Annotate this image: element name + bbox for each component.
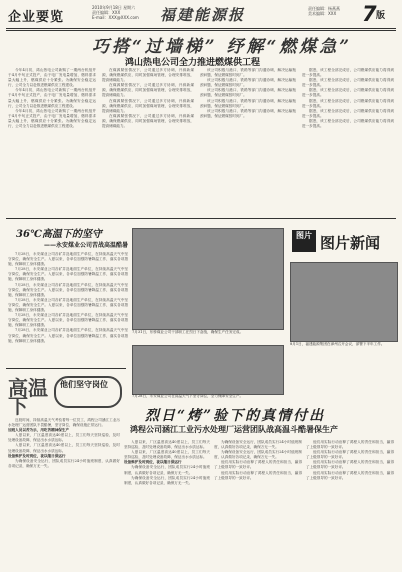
banner-word: 下 (8, 394, 28, 418)
section-divider (6, 218, 396, 219)
meta-line: 2010年9月18日 星期六 (92, 5, 136, 10)
section-divider (6, 368, 126, 369)
meta-line: 责任编辑：杨燕燕 (308, 6, 340, 11)
photo-news-title: 图片新闻 (320, 234, 381, 252)
article1-column: 该公司积极与港口、铁路等部门沟通协调，解决运输瓶颈问题，保证燃煤按时到厂。 该公司积极与港口、铁路等部门沟通协调，解决运输瓶颈问题，保证燃煤按时到厂。 该公司积极与港口、铁路等部门沟通协调，解决运输瓶颈问题，保证燃煤按时到厂。 该公司积极与港口、铁路等部门沟通协调，解决运输瓶颈问题，保证燃煤按时到厂。 该公司积极与港口、铁路等部门沟通协调，解决运输瓶颈问题，保证燃煤按时到厂。 (200, 68, 296, 118)
masthead-meta (92, 5, 139, 20)
article3-column: 近段时间，持续高温天气考验着每一位员工，鸿程公司涵江工业污水处理厂运营团队不畏酷暑，坚守岗位，确保设施正常运行。 加班人员以苦为乐，用吃苦精神保生产 入夏以来，厂区温度高达40度以上，员工们每天坚持巡检，及时处理设备故障，保证出水水质达标。 入夏以来，厂区温度高达40度以上，员工们每天坚持巡检，及时处理设备故障，保证出水水质达标。 设备维护及时到位，夜以继日保运行 为确保设备安全运行，团队成员实行24小时值班制度，认真做好各项记录，确保万无一失。 (8, 418, 120, 468)
page-number: 7 (362, 2, 377, 26)
photo-team (132, 345, 284, 395)
paper-name: 福建能源报 (160, 6, 246, 24)
article1-column: 在煤源紧张情况下，公司通过多方协调，开辟新煤源，确保燃煤供应，同时加强煤场管理，合理安排堆放，提高储煤能力。 在煤源紧张情况下，公司通过多方协调，开辟新煤源，确保燃煤供应，同时加强煤场管理，合理安排堆放，提高储煤能力。 在煤源紧张情况下，公司通过多方协调，开辟新煤源，确保燃煤供应，同时加强煤场管理，合理安排堆放，提高储煤能力。 在煤源紧张情况下，公司通过多方协调，开辟新煤源，确保燃煤供应，同时加强煤场管理，合理安排堆放，提高储煤能力。 (102, 68, 194, 129)
masthead-rule (6, 28, 396, 29)
article1-headline: 巧搭“过墙梯” 纾解“燃煤急” (92, 37, 353, 57)
meta-line: 美术编辑：XXX (308, 11, 337, 16)
article2-subhead: ——永安煤业公司苦战高温酷暑 (44, 242, 129, 249)
page-label: 版 (376, 11, 386, 21)
photo-news-tag: 图片 (292, 230, 316, 252)
photo-caption: 7月28日，永安煤业公司在高温天气下坚守岗位，全力保障安全生产。 (132, 394, 244, 398)
article1-column: 今年4月初，鸿山热电公司新购了一期两台机组并于4月中旬正式投产，由于电厂发电量增加，燃料需求量大幅上升，燃煤供应十分紧张。为确保安全稳定运行，公司全力以赴推进燃煤供应工程建设。 今年4月初，鸿山热电公司新购了一期两台机组并于4月中旬正式投产，由于电厂发电量增加，燃料需求量大幅上升，燃煤供应十分紧张。为确保安全稳定运行，公司全力以赴推进燃煤供应工程建设。 今年4月初，鸿山热电公司新购了一期两台机组并于4月中旬正式投产，由于电厂发电量增加，燃料需求量大幅上升，燃煤供应十分紧张。为确保安全稳定运行，公司全力以赴推进燃煤供应工程建设。 (8, 68, 96, 129)
banner-word: 高温 (8, 376, 48, 400)
photo-meeting (290, 262, 398, 342)
masthead-right-meta (308, 6, 340, 16)
article1-column: 据悉，该工程全部完成后，公司燃煤供应能力将得到进一步提高。 据悉，该工程全部完成后，公司燃煤供应能力将得到进一步提高。 据悉，该工程全部完成后，公司燃煤供应能力将得到进一步提高。 据悉，该工程全部完成后，公司燃煤供应能力将得到进一步提高。 据悉，该工程全部完成后，公司燃煤供应能力将得到进一步提高。 据悉，该工程全部完成后，公司燃煤供应能力将得到进一步提高。 (302, 68, 394, 129)
article3-headline: 烈日“烤”验下的真情付出 (145, 408, 326, 424)
article3-column: 入夏以来，厂区温度高达40度以上，员工们每天坚持巡检，及时处理设备故障，保证出水水质达标。 入夏以来，厂区温度高达40度以上，员工们每天坚持巡检，及时处理设备故障，保证出水水质达标。 设备维护及时到位，夜以继日保运行 为确保设备安全运行，团队成员实行24小时值班制度，认真做好各项记录，确保万无一失。 为确保设备安全运行，团队成员实行24小时值班制度，认真做好各项记录，确保万无一失。 (124, 440, 210, 485)
masthead-rule-thin (6, 30, 396, 31)
article2-headline: 36℃高温下的坚守 (16, 229, 102, 240)
article3-column: 他们用实际行动诠释了鸿程人的责任和担当，赢得了上级领导的一致好评。 他们用实际行动诠释了鸿程人的责任和担当，赢得了上级领导的一致好评。 他们用实际行动诠释了鸿程人的责任和担当，赢得了上级领导的一致好评。 他们用实际行动诠释了鸿程人的责任和担当，赢得了上级领导的一致好评。 (306, 440, 394, 480)
banner-circle-text: 他们坚守岗位 (60, 380, 108, 389)
high-temp-banner (8, 372, 128, 418)
meta-line: E-mail：XXX@XXX.com (92, 15, 139, 20)
meta-line: 责任编辑：XXX (92, 10, 121, 15)
article3-subhead: 鸿程公司涵江工业污水处理厂运营团队战高温斗酷暑保生产 (130, 425, 338, 434)
article1-subhead: 鸿山热电公司全力推进燃煤供工程 (125, 58, 261, 68)
photo-workers (132, 228, 284, 330)
photo-caption: 8月1日，福建能源集团在漳州召开会议，部署下半年工作。 (290, 342, 385, 346)
article2-body: 7月28日，永安煤业公司各矿井及地面生产单位，在持续高温天气中坚守岗位，确保安全生产。入夏以来，各单位加强防暑降温工作，落实各项措施，保障职工身体健康。 7月28日，永安煤业公司各矿井及地面生产单位，在持续高温天气中坚守岗位，确保安全生产。入夏以来，各单位加强防暑降温工作，落实各项措施，保障职工身体健康。 7月28日，永安煤业公司各矿井及地面生产单位，在持续高温天气中坚守岗位，确保安全生产。入夏以来，各单位加强防暑降温工作，落实各项措施，保障职工身体健康。 7月28日，永安煤业公司各矿井及地面生产单位，在持续高温天气中坚守岗位，确保安全生产。入夏以来，各单位加强防暑降温工作，落实各项措施，保障职工身体健康。 7月28日，永安煤业公司各矿井及地面生产单位，在持续高温天气中坚守岗位，确保安全生产。入夏以来，各单位加强防暑降温工作，落实各项措施，保障职工身体健康。 7月28日，永安煤业公司各矿井及地面生产单位，在持续高温天气中坚守岗位，确保安全生产。入夏以来，各单位加强防暑降温工作，落实各项措施，保障职工身体健康。 (8, 252, 128, 343)
photo-caption: 7月31日，东桥煤业公司干部职工在烈日下奋战，确保生产任务完成。 (132, 330, 244, 334)
section-title: 企业要览 (8, 10, 65, 25)
photo-news-banner (292, 230, 396, 256)
article3-column: 为确保设备安全运行，团队成员实行24小时值班制度，认真做好各项记录，确保万无一失。 为确保设备安全运行，团队成员实行24小时值班制度，认真做好各项记录，确保万无一失。 他们用实际行动诠释了鸿程人的责任和担当，赢得了上级领导的一致好评。 他们用实际行动诠释了鸿程人的责任和担当，赢得了上级领导的一致好评。 (214, 440, 302, 480)
